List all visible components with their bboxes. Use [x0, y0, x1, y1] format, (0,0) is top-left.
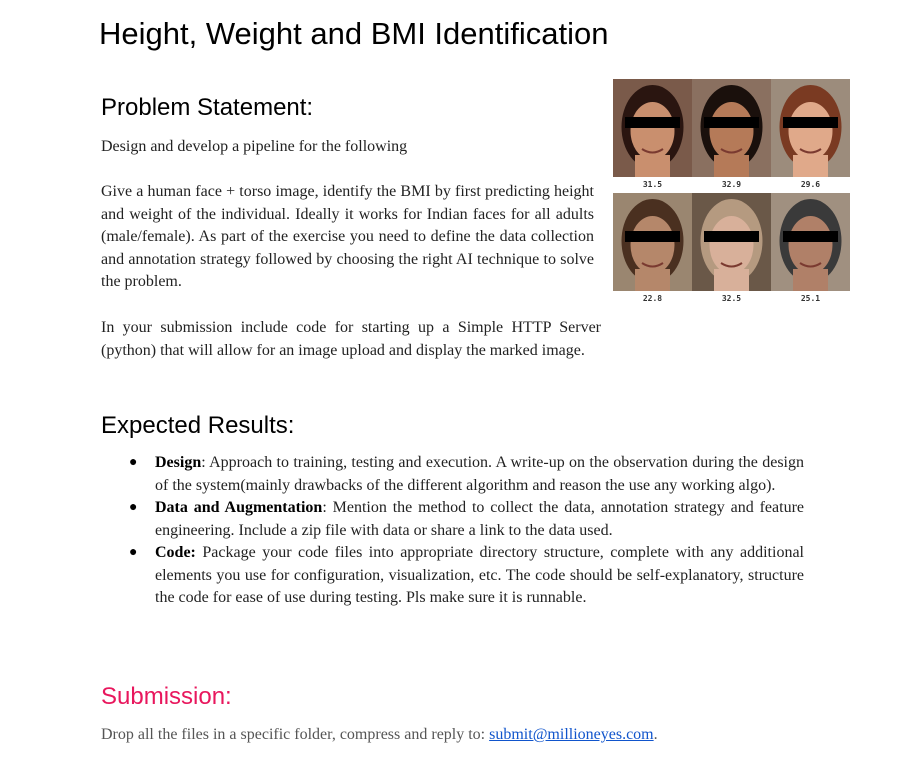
bmi-value-label: 29.6: [800, 180, 821, 189]
eye-censor-bar: [783, 117, 838, 128]
bullet-icon: ●: [129, 545, 138, 560]
face-image: [613, 193, 692, 291]
face-image: [771, 193, 850, 291]
result-item-code: [129, 542, 804, 610]
face-photo: [771, 79, 850, 177]
problem-description-text: Give a human face + torso image, identify the BMI by first predicting height and weight of the individual. Ideally it works for Indian faces for all adults (male/female). As part of the exercise you need to define the data collection and annotation strategy followed by choosing the right AI technique to solve the problem.: [101, 183, 594, 290]
face-photo: [771, 193, 850, 291]
problem-statement-heading: Problem Statement:: [101, 94, 314, 121]
bmi-value-label: 32.5: [721, 294, 742, 303]
face-photo: [613, 79, 692, 177]
face-cell: [692, 79, 771, 193]
bmi-faces-figure: [613, 79, 850, 307]
face-cell: [613, 79, 692, 193]
result-term: Design: [155, 454, 202, 471]
bmi-value-label: 31.5: [642, 180, 663, 189]
bullet-icon: ●: [129, 500, 138, 515]
face-shape: [631, 102, 675, 160]
submission-suffix: .: [653, 726, 658, 743]
result-item-data-augmentation: [129, 497, 804, 542]
face-image: [692, 193, 771, 291]
submission-heading: Submission:: [101, 683, 232, 710]
result-text: : Mention the method to collect the data, annotation strategy and feature engineering. Include a zip file with data or share a link to the data used.: [155, 499, 804, 539]
eye-censor-bar: [625, 117, 680, 128]
face-cell: [613, 193, 692, 307]
bmi-value-label: 32.9: [721, 180, 742, 189]
submission-instructions: [101, 724, 658, 746]
result-text: Package your code files into appropriate directory structure, complete with any additional elements you use for configuration, visualization, etc. The code should be self-explanatory, structure the code for ease of use during testing. Pls make sure it is runnable.: [155, 544, 804, 606]
result-text: : Approach to training, testing and execution. A write-up on the observation during the design of the system(mainly drawbacks of the different algorithm and reason the use any working algo).: [155, 454, 804, 494]
face-shape: [789, 216, 833, 274]
face-cell: [692, 193, 771, 307]
face-photo: [692, 193, 771, 291]
face-photo: [692, 79, 771, 177]
eye-censor-bar: [704, 231, 759, 242]
faces-grid: [613, 79, 850, 307]
submission-text: Drop all the files in a specific folder, compress and reply to:: [101, 726, 490, 743]
problem-intro-text: Design and develop a pipeline for the following: [101, 138, 408, 155]
result-term: Code:: [155, 544, 196, 561]
face-cell: [771, 79, 850, 193]
face-shape: [710, 102, 754, 160]
eye-censor-bar: [704, 117, 759, 128]
submit-email-link[interactable]: submit@millioneyes.com: [489, 726, 654, 743]
server-requirement-text: In your submission include code for starting up a Simple HTTP Server (python) that will allow for an image upload and display the marked image.: [101, 319, 601, 359]
result-term: Data and Augmentation: [155, 499, 323, 516]
result-item-design: [129, 452, 804, 497]
face-image: [613, 79, 692, 177]
bmi-value-label: 22.8: [642, 294, 663, 303]
face-shape: [710, 216, 754, 274]
expected-results-heading: Expected Results:: [101, 412, 295, 439]
face-image: [771, 79, 850, 177]
eye-censor-bar: [783, 231, 838, 242]
face-shape: [631, 216, 675, 274]
face-image: [692, 79, 771, 177]
eye-censor-bar: [625, 231, 680, 242]
expected-results-list: [129, 452, 804, 610]
document-title: Height, Weight and BMI Identification: [99, 16, 609, 51]
face-shape: [789, 102, 833, 160]
bullet-icon: ●: [129, 455, 138, 470]
face-cell: [771, 193, 850, 307]
face-photo: [613, 193, 692, 291]
bmi-value-label: 25.1: [800, 294, 821, 303]
